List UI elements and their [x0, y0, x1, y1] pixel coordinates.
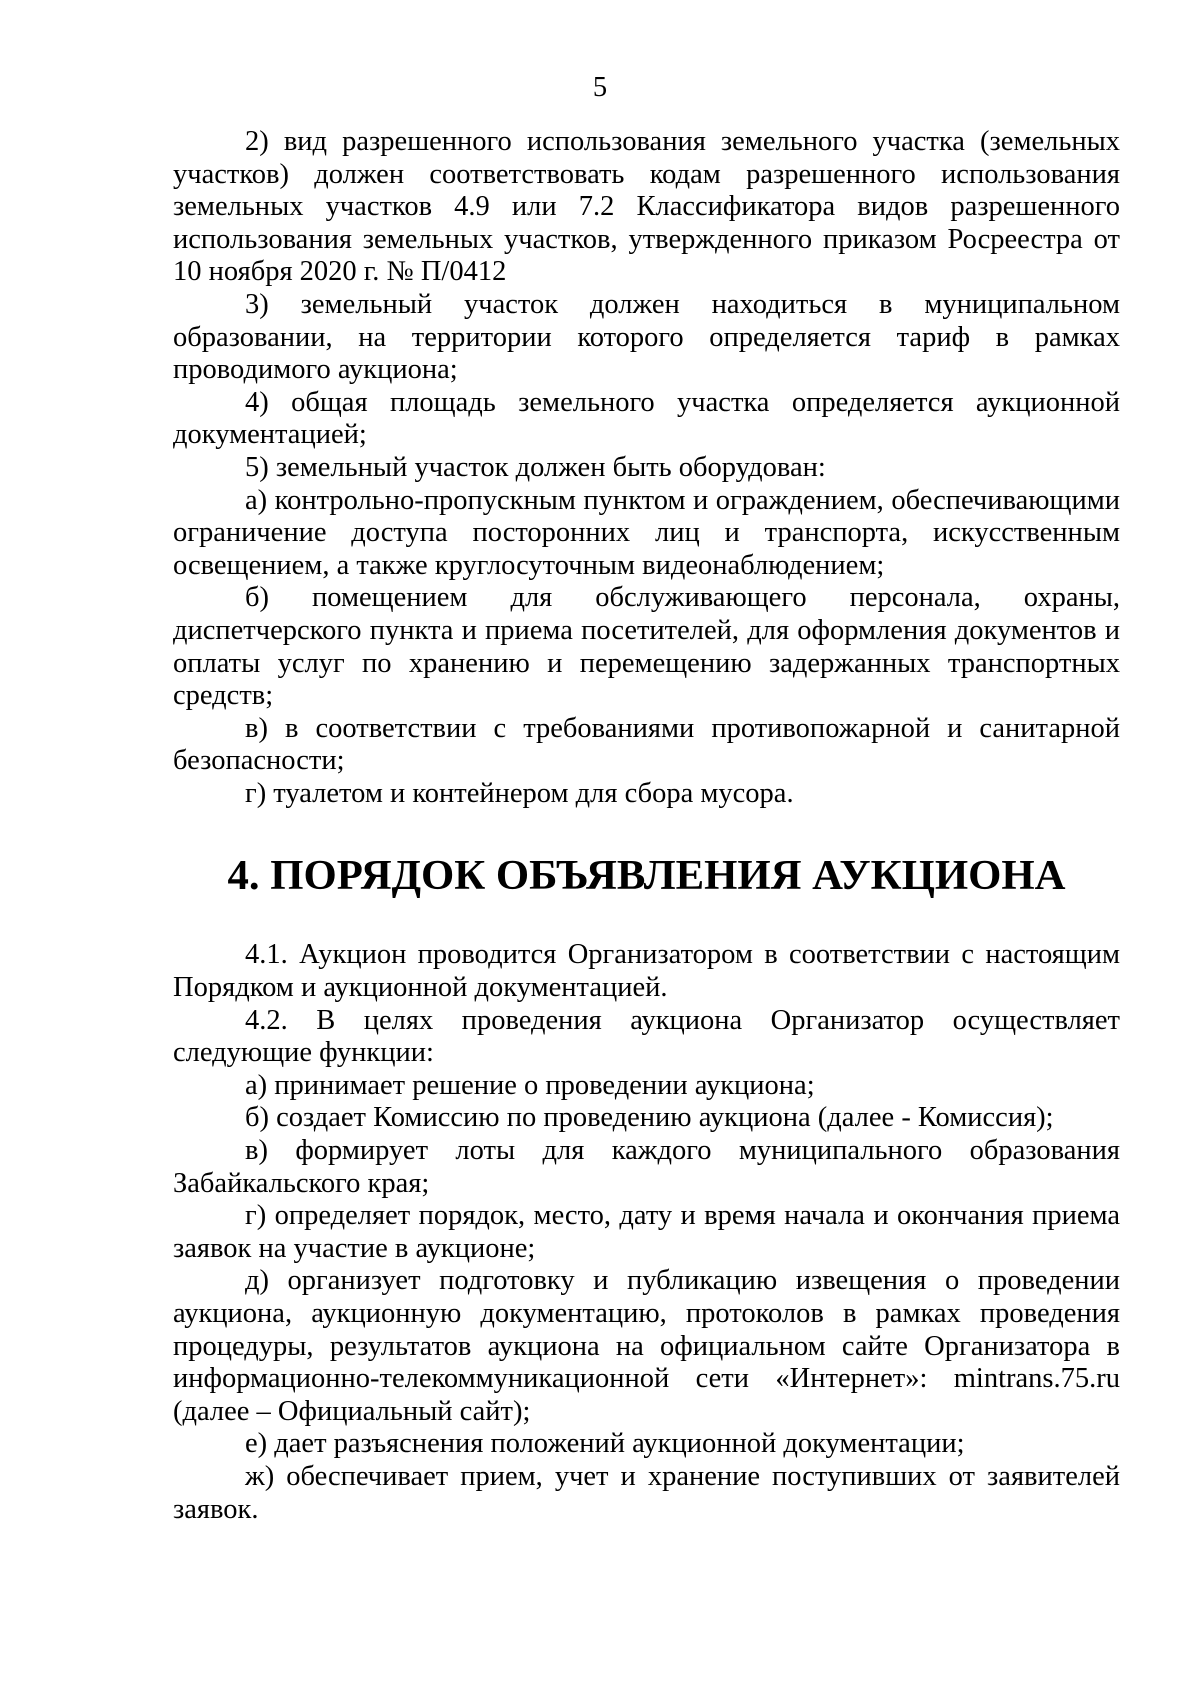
- paragraph-subitem-b-premises: б) помещением для обслуживающего персонала, охраны, диспетчерского пункта и приема посетителей, для оформления документов и оплаты услуг по хранению и перемещению задержанных транспортных средств;: [173, 582, 1120, 712]
- paragraph-4-2: 4.2. В целях проведения аукциона Организатор осуществляет следующие функции:: [173, 1004, 1120, 1069]
- paragraph-subitem-v-safety: в) в соответствии с требованиями противопожарной и санитарной безопасности;: [173, 712, 1120, 777]
- section-heading: 4. ПОРЯДОК ОБЪЯВЛЕНИЯ АУКЦИОНА: [227, 852, 1066, 900]
- paragraph-item-3-municipality: 3) земельный участок должен находиться в муниципальном образовании, на территории которого определяется тариф в рамках проводимого аукциона;: [173, 288, 1120, 386]
- function-item-g: г) определяет порядок, место, дату и время начала и окончания приема заявок на участие в аукционе;: [173, 1200, 1120, 1264]
- page-number: 5: [592, 72, 608, 103]
- function-item-zh: ж) обеспечивает прием, учет и хранение поступивших от заявителей заявок.: [173, 1460, 1120, 1525]
- function-item-d: д) организует подготовку и публикацию извещения о проведении аукциона, аукционную документацию, протоколов в рамках проведения процедуры, результатов аукциона на официальном сайте Организатора в информационно-телекоммуникационной сети «Интернет»: mintrans.75.ru (далее – Официальный сайт);: [173, 1265, 1120, 1427]
- function-item-e: е) дает разъяснения положений аукционной документации;: [245, 1428, 965, 1460]
- paragraph-item-2-land-use: 2) вид разрешенного использования земельного участка (земельных участков) должен соответствовать кодам разрешенного использования земельных участков 4.9 или 7.2 Классификатора видов разрешенного использования земельных участков, утвержденного приказом Росреестра от 10 ноября 2020 г. № П/0412: [173, 126, 1120, 288]
- function-item-a: а) принимает решение о проведении аукциона;: [245, 1069, 815, 1101]
- paragraph-subitem-a-checkpoint: а) контрольно-пропускным пунктом и ограждением, обеспечивающими ограничение доступа посторонних лиц и транспорта, искусственным освещением, а также круглосуточным видеонаблюдением;: [173, 484, 1120, 581]
- function-item-v: в) формирует лоты для каждого муниципального образования Забайкальского края;: [173, 1135, 1120, 1199]
- paragraph-subitem-g-toilet: г) туалетом и контейнером для сбора мусора.: [245, 777, 794, 809]
- paragraph-item-5-equipment: 5) земельный участок должен быть оборудован:: [245, 451, 826, 483]
- page-content: [173, 126, 1120, 1526]
- paragraph-4-1: 4.1. Аукцион проводится Организатором в соответствии с настоящим Порядком и аукционной документацией.: [173, 939, 1120, 1004]
- function-item-b: б) создает Комиссию по проведению аукциона (далее - Комиссия);: [245, 1102, 1054, 1134]
- paragraph-item-4-area: 4) общая площадь земельного участка определяется аукционной документацией;: [173, 386, 1120, 451]
